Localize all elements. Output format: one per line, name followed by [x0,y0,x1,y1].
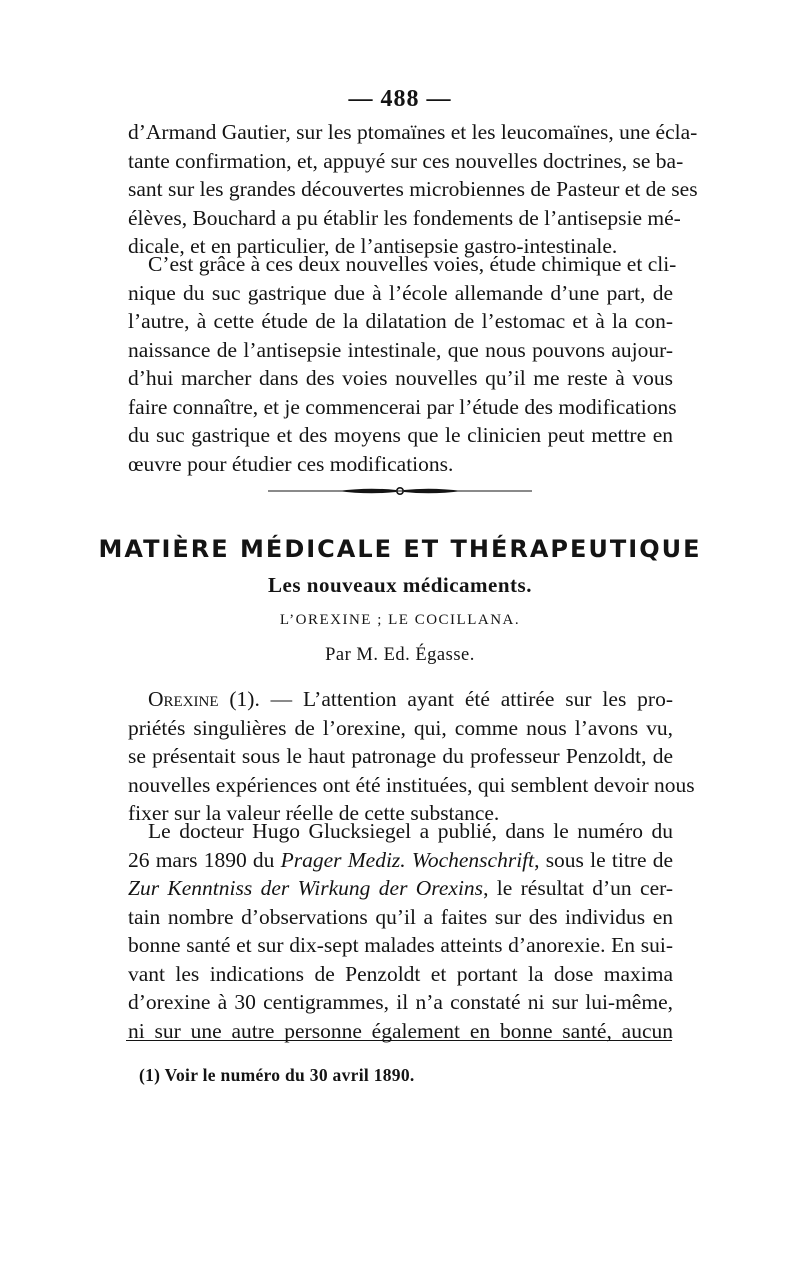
text-line: bonne santé et sur dix-sept malades atteints d’anorexie. En sui- [128,933,673,957]
paragraph-4 [128,817,673,1045]
text-line: élèves, Bouchard a pu établir les fondements de l’antisepsie mé- [128,205,681,230]
article-author: Par M. Ed. Égasse. [325,645,475,665]
line-text: 26 mars 1890 du [128,847,281,872]
text-line: ni sur une autre personne également en bonne santé, aucun [128,1018,673,1043]
text-line: œuvre pour étudier ces modifications. [128,451,454,476]
journal-title: Prager Mediz. Wochenschrift [280,847,535,872]
text-line: Le docteur Hugo Glucksiegel a publié, dans le numéro du [148,819,673,843]
text-line: tante confirmation, et, appuyé sur ces nouvelles doctrines, se ba- [128,148,684,173]
text-line: l’autre, à cette étude de la dilatation de l’estomac et à la con- [128,309,673,333]
text-line [128,874,673,903]
text-line: d’hui marcher dans des voies nouvelles qu’il me reste à vous [128,366,673,390]
line-text: L’attention ayant été attirée sur les pro- [292,687,673,711]
text-line: dicale, et en particulier, de l’antisepsie gastro-intestinale. [128,234,618,258]
line-text: , sous le titre de [534,847,673,872]
text-line: naissance de l’antisepsie intestinale, que nous pouvons aujour- [128,337,673,362]
text-line: d’orexine à 30 centigrammes, il n’a constaté ni sur lui-même, [128,990,673,1014]
text-line: d’Armand Gautier, sur les ptomaïnes et les leucomaïnes, une écla- [128,120,698,144]
paragraph-2 [128,250,677,478]
footnote-rule [126,1040,672,1041]
text-line: C’est grâce à ces deux nouvelles voies, étude chimique et cli- [148,252,677,276]
ornament-divider [268,481,532,501]
article-subtitle: L’OREXINE ; LE COCILLANA. [279,612,521,628]
line-text: , le résultat d’un cer- [483,876,673,900]
text-line: nouvelles expériences ont été instituées, qui semblent devoir nous [128,772,695,797]
text-line: du suc gastrique et des moyens que le clinicien peut mettre en [128,423,673,447]
text-line: nique du suc gastrique due à l’école allemande d’une part, de [128,280,673,305]
text-line [128,685,673,714]
article-cited-title: Zur Kenntniss der Wirkung der Orexins [128,876,484,900]
text-line: fixer sur la valeur réelle de cette substance. [128,801,500,825]
text-line: priétés singulières de l’orexine, qui, comme nous l’avons vu, [128,715,673,740]
text-line [128,846,673,875]
text-line: faire connaître, et je commencerai par l’étude des modifications [128,394,677,419]
page-number: — 488 — [348,86,452,112]
text-line: sant sur les grandes découvertes microbiennes de Pasteur et de ses [128,177,698,201]
section-heading: MATIÈRE MÉDICALE ET THÉRAPEUTIQUE [98,535,702,563]
footnote: (1) Voir le numéro du 30 avril 1890. [139,1065,415,1085]
article-heading: Les nouveaux médicaments. [268,573,532,597]
text-line: tain nombre d’observations qu’il a faites sur des individus en [128,904,673,929]
text-line: vant les indications de Penzoldt et portant la dose maxima [128,961,673,986]
paragraph-1 [128,118,698,261]
text-line: se présentait sous le haut patronage du professeur Penzoldt, de [128,744,673,768]
paragraph-3 [128,685,695,828]
orexine-lead: Orexine (1). — [148,687,293,711]
